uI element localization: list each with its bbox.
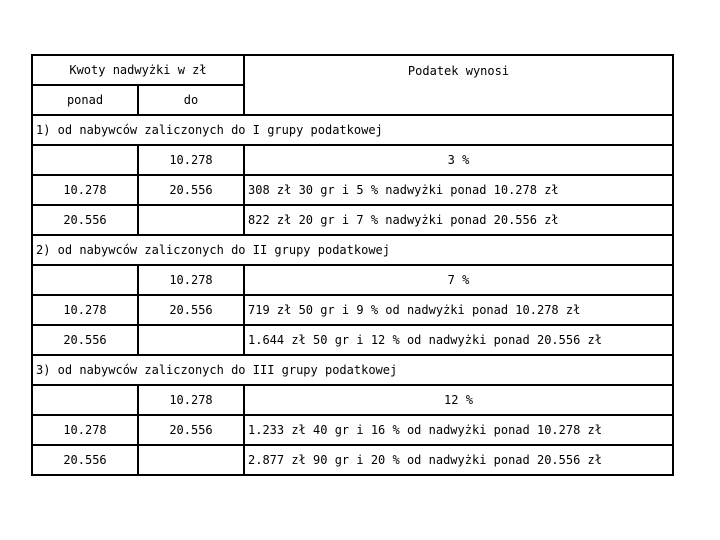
table-row <box>32 205 673 235</box>
tax-cell: 822 zł 20 gr i 7 % nadwyżki ponad 20.556 zł <box>244 205 673 235</box>
tax-table <box>31 54 674 476</box>
over-cell: 10.278 <box>32 175 138 205</box>
tax-cell: 3 % <box>244 145 673 175</box>
to-cell <box>138 205 244 235</box>
table-row <box>32 445 673 475</box>
to-header: do <box>138 85 244 115</box>
tax-cell: 719 zł 50 gr i 9 % od nadwyżki ponad 10.278 zł <box>244 295 673 325</box>
tax-cell: 2.877 zł 90 gr i 20 % od nadwyżki ponad 20.556 zł <box>244 445 673 475</box>
header-row <box>32 55 673 85</box>
group-title-row <box>32 355 673 385</box>
over-cell <box>32 385 138 415</box>
to-cell <box>138 445 244 475</box>
over-cell: 20.556 <box>32 325 138 355</box>
table-row <box>32 295 673 325</box>
table-row <box>32 385 673 415</box>
to-cell <box>138 325 244 355</box>
to-cell: 10.278 <box>138 145 244 175</box>
table-row <box>32 145 673 175</box>
over-cell: 20.556 <box>32 445 138 475</box>
over-header: ponad <box>32 85 138 115</box>
tax-header: Podatek wynosi <box>244 55 673 115</box>
over-cell: 10.278 <box>32 415 138 445</box>
table-row <box>32 265 673 295</box>
to-cell: 20.556 <box>138 175 244 205</box>
table-row <box>32 325 673 355</box>
tax-cell: 1.233 zł 40 gr i 16 % od nadwyżki ponad 10.278 zł <box>244 415 673 445</box>
to-cell: 10.278 <box>138 385 244 415</box>
tax-cell: 308 zł 30 gr i 5 % nadwyżki ponad 10.278 zł <box>244 175 673 205</box>
to-cell: 10.278 <box>138 265 244 295</box>
group-title-row <box>32 115 673 145</box>
tax-cell: 7 % <box>244 265 673 295</box>
tax-cell: 12 % <box>244 385 673 415</box>
to-cell: 20.556 <box>138 295 244 325</box>
over-cell <box>32 265 138 295</box>
group-title: 1) od nabywców zaliczonych do I grupy podatkowej <box>32 115 673 145</box>
over-cell <box>32 145 138 175</box>
tax-cell: 1.644 zł 50 gr i 12 % od nadwyżki ponad 20.556 zł <box>244 325 673 355</box>
table-row <box>32 415 673 445</box>
table-row <box>32 175 673 205</box>
to-cell: 20.556 <box>138 415 244 445</box>
group-title: 2) od nabywców zaliczonych do II grupy podatkowej <box>32 235 673 265</box>
over-cell: 10.278 <box>32 295 138 325</box>
group-title-row <box>32 235 673 265</box>
over-cell: 20.556 <box>32 205 138 235</box>
group-title: 3) od nabywców zaliczonych do III grupy podatkowej <box>32 355 673 385</box>
amounts-header: Kwoty nadwyżki w zł <box>32 55 244 85</box>
